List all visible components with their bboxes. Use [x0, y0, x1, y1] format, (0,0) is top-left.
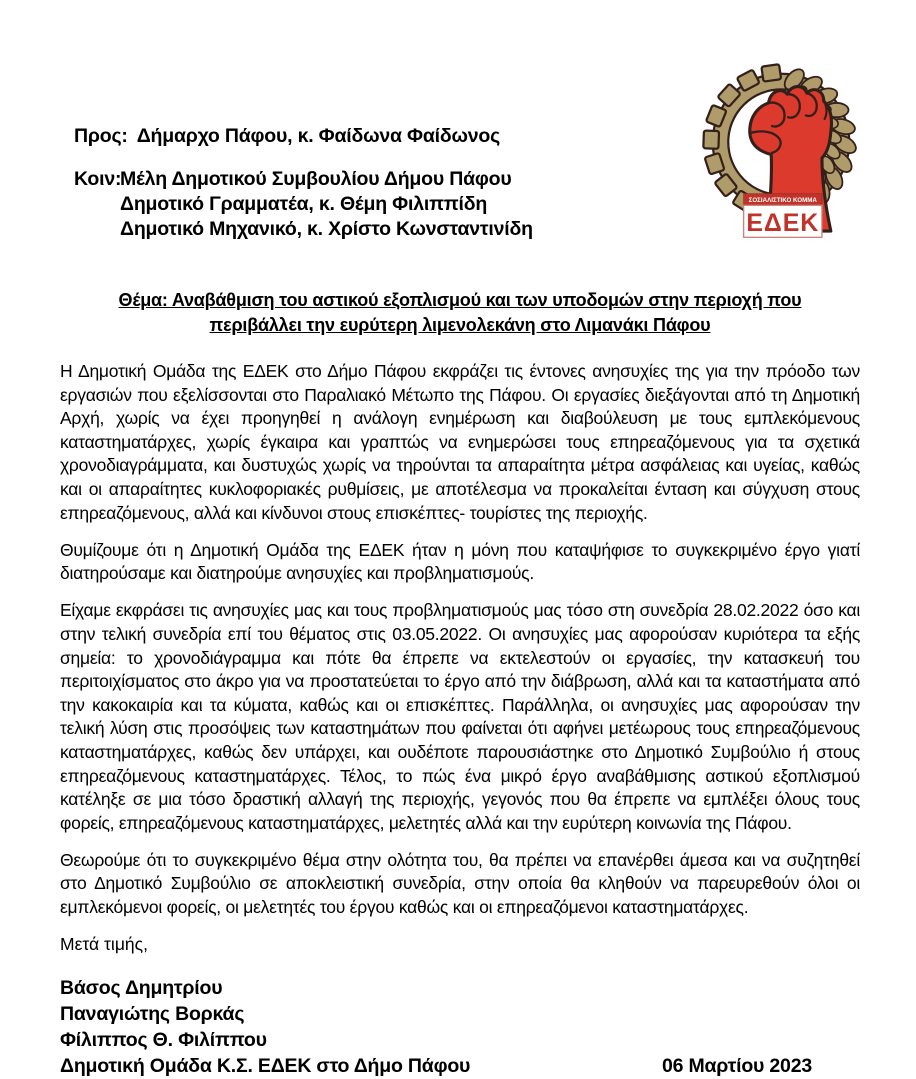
body-paragraph: Θυμίζουμε ότι η Δημοτική Ομάδα της ΕΔΕΚ ήταν η μόνη που καταψήφισε το συγκεκριμένο έργο γιατί διατηρούσαμε και διατηρούμε ανησυχίες και προβληματισμούς.	[60, 539, 860, 584]
body-paragraph: Είχαμε εκφράσει τις ανησυχίες μας και τους προβληματισμούς μας τόσο στη συνεδρία 28.02.2022 όσο και στην τελική συνεδρία επί του θέματος στις 03.05.2022. Οι ανησυχίες μας αφορούσαν κυριότερα τα εξής σημεία: το χρονοδιάγραμμα και πότε θα έπρεπε να εκτελεστούν οι εργασίες, την κατασκευή του περιτοιχίσματος στο άκρο για να προστατεύεται το έργο από την διάβρωση, αλλά και τα καταστήματα από την κακοκαιρία και τα κύματα, καθώς και οι επισκέπτες. Παράλληλα, οι ανησυχίες μας αφορούσαν την τελική λύση στις προσόψεις των καταστημάτων που φαίνεται ότι αφήνει μετέωρους τους επηρεαζόμενους καταστηματάρχες, καθώς δεν υπάρχει, και ουδέποτε παρουσιάστηκε στο Δημοτικό Συμβούλιο ή στους επηρεαζόμενους καταστηματάρχες. Τέλος, το πώς ένα μικρό έργο αναβάθμισης αστικού εξοπλισμού κατέληξε σε μια τόσο δραστική αλλαγή της περιοχής, γεγονός που θα έπρεπε να εμπλέξει όλους τους φορείς, επηρεαζόμενους καταστηματάρχες, μελετητές αλλά και την ευρύτερη κοινωνία της Πάφου.	[60, 600, 860, 833]
letter-body	[60, 360, 860, 920]
signatory-name: Βάσος Δημητρίου	[60, 976, 223, 999]
to-value: Δήμαρχο Πάφου, κ. Φαίδωνα Φαίδωνος	[136, 125, 501, 147]
body-paragraph: Η Δημοτική Ομάδα της ΕΔΕΚ στο Δήμο Πάφου εκφράζει τις έντονες ανησυχίες της για την πρόοδο των εργασιών που εξελίσσονται στο Παραλιακό Μέτωπο της Πάφου. Οι εργασίες διεξάγονται από τη Δημοτική Αρχή, χωρίς να έχει προηγηθεί η ανάλογη ενημέρωση και διαβούλευση με τους εμπλεκόμενους καταστηματάρχες, χωρίς έγκαιρα και γραπτώς να ενημερώσει τους επηρεαζόμενους για τα σχετικά χρονοδιαγράμματα, και δυστυχώς χωρίς να τηρούνται τα απαραίτητα μέτρα ασφάλειας και υγείας, καθώς και οι απαραίτητες κυκλοφοριακές ρυθμίσεις, με αποτέλεσμα να προκαλείται ένταση και σύγχυση στους επηρεαζόμενους, αλλά και κίνδυνοι στους επισκέπτες- τουρίστες της περιοχής.	[60, 361, 860, 523]
edek-logo	[692, 62, 870, 240]
cc-line: Μέλη Δημοτικού Συμβουλίου Δήμου Πάφου	[120, 168, 512, 190]
cc-lines	[120, 167, 533, 242]
closing-salutation: Μετά τιμής,	[60, 934, 148, 955]
body-paragraph: Θεωρούμε ότι το συγκεκριμένο θέμα στην ολότητα του, θα πρέπει να επανέρθει άμεσα και να συζητηθεί στο Δημοτικό Συμβούλιο σε αποκλειστική συνεδρία, στην οποία θα κληθούν να παρευρεθούν όλοι οι εμπλεκόμενοι φορείς, οι μελετητές του έργου καθώς και οι επηρεαζόμενοι καταστηματάρχες.	[60, 849, 860, 917]
letter-date: 06 Μαρτίου 2023	[661, 1054, 812, 1077]
signatory-name: Παναγιώτης Βορκάς	[60, 1002, 245, 1025]
signatory-name: Φίλιππος Θ. Φιλίππου	[60, 1028, 267, 1051]
cc-line: Δημοτικό Μηχανικό, κ. Χρίστο Κωνσταντινίδη	[120, 218, 533, 240]
to-label: Προς:	[74, 125, 128, 147]
cc-label: Κοιν:	[74, 168, 122, 190]
logo-acronym-label: ΕΔΕΚ	[746, 209, 820, 238]
logo-party-name-label: ΣΟΣΙΑΛΙΣΤΙΚΟ ΚΟΜΜΑ	[748, 197, 817, 205]
subject-line-1: Θέμα: Αναβάθμιση του αστικού εξοπλισμού και των υποδομών στην περιοχή που	[118, 290, 802, 310]
logo-label	[744, 194, 822, 238]
subject-line	[60, 288, 860, 338]
signature-block	[60, 975, 860, 1079]
signatory-org: Δημοτική Ομάδα Κ.Σ. ΕΔΕΚ στο Δήμο Πάφου	[60, 1054, 471, 1077]
subject-line-2: περιβάλλει την ευρύτερη λιμενολεκάνη στο Λιμανάκι Πάφου	[209, 315, 711, 335]
signature-date-row	[60, 1053, 860, 1079]
cc-line: Δημοτικό Γραμματέα, κ. Θέμη Φιλιππίδη	[120, 193, 488, 215]
edek-logo-graphic	[692, 62, 870, 240]
